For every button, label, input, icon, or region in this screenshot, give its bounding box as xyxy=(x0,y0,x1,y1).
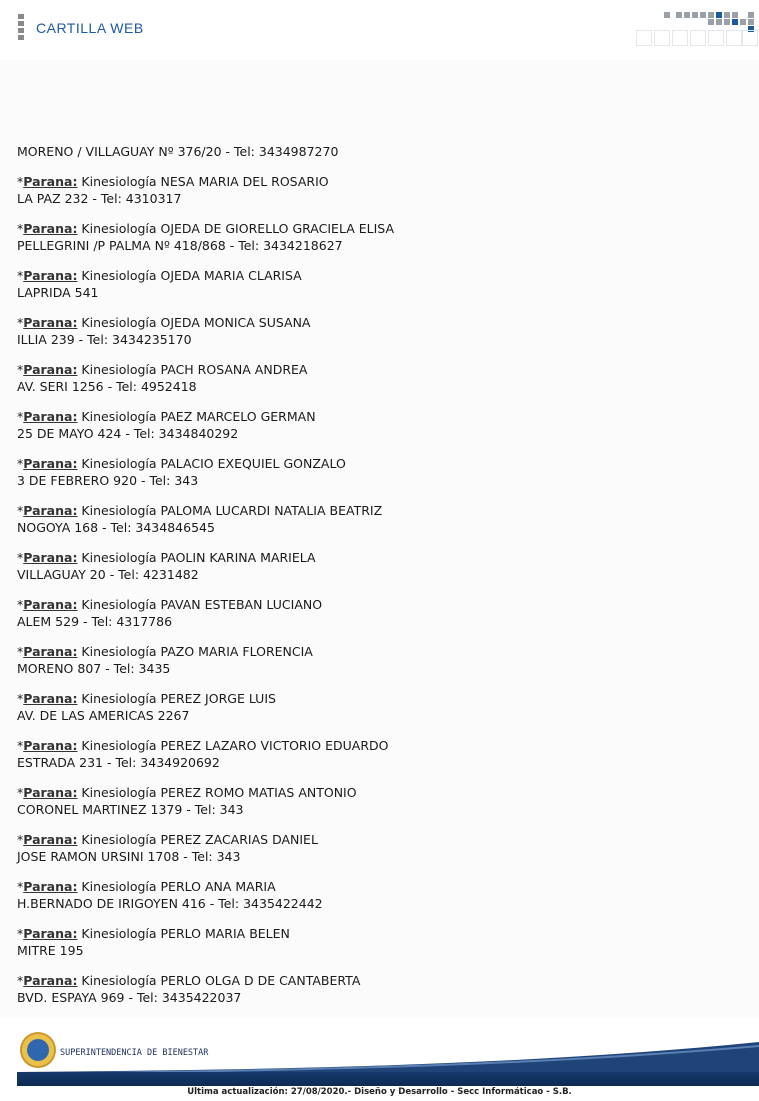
entry-city: Parana: xyxy=(23,409,78,424)
entry-specialty-name: Kinesiología PERLO ANA MARIA xyxy=(77,879,276,894)
entry-title xyxy=(17,220,737,237)
entry-title xyxy=(17,690,737,707)
entry-title xyxy=(17,314,737,331)
entry-address: ALEM 529 - Tel: 4317786 xyxy=(17,614,173,629)
footer-band xyxy=(17,1072,759,1086)
list-item xyxy=(17,878,737,912)
entry-city: Parana: xyxy=(23,315,78,330)
entry-specialty-name: Kinesiología PALOMA LUCARDI NATALIA BEATRIZ xyxy=(77,503,383,518)
entry-title xyxy=(17,502,737,519)
list-item xyxy=(17,502,737,536)
footer-organization: SUPERINTENDENCIA DE BIENESTAR xyxy=(60,1048,209,1058)
entry-address: H.BERNADO DE IRIGOYEN 416 - Tel: 3435422442 xyxy=(17,896,323,911)
list-item xyxy=(17,925,737,959)
entry-title xyxy=(17,643,737,660)
entry-specialty-name: Kinesiología PAZO MARIA FLORENCIA xyxy=(77,644,313,659)
entry-title xyxy=(17,267,737,284)
entry-address: LAPRIDA 541 xyxy=(17,285,99,300)
entry-city: Parana: xyxy=(23,268,78,283)
last-update-text: Ultima actualización: 27/08/2020.- Diseño y Desarrollo - Secc Informáticao - S.B. xyxy=(187,1087,572,1097)
list-item xyxy=(17,690,737,724)
entry-title xyxy=(17,549,737,566)
list-item xyxy=(17,314,737,348)
entry-title xyxy=(17,831,737,848)
entry-title xyxy=(17,455,737,472)
list-item xyxy=(17,643,737,677)
entry-specialty-name: Kinesiología PAOLIN KARINA MARIELA xyxy=(77,550,316,565)
entry-address: AV. DE LAS AMERICAS 2267 xyxy=(17,708,190,723)
entry-specialty-name: Kinesiología PEREZ ROMO MATIAS ANTONIO xyxy=(77,785,357,800)
entry-title xyxy=(17,784,737,801)
entry-title xyxy=(17,408,737,425)
entry-title xyxy=(17,361,737,378)
list-item xyxy=(17,408,737,442)
entry-prefix: * xyxy=(17,785,24,800)
entry-city: Parana: xyxy=(23,174,78,189)
entry-prefix: * xyxy=(17,315,24,330)
entry-specialty-name: Kinesiología PEREZ LAZARO VICTORIO EDUARDO xyxy=(77,738,389,753)
entry-address: AV. SERI 1256 - Tel: 4952418 xyxy=(17,379,197,394)
entry-specialty-name: Kinesiología PERLO OLGA D DE CANTABERTA xyxy=(77,973,361,988)
entry-address: NOGOYA 168 - Tel: 3434846545 xyxy=(17,520,215,535)
list-item xyxy=(17,361,737,395)
entry-address: CORONEL MARTINEZ 1379 - Tel: 343 xyxy=(17,802,244,817)
entry-specialty-name: Kinesiología NESA MARIA DEL ROSARIO xyxy=(77,174,329,189)
entry-city: Parana: xyxy=(23,879,78,894)
entry-prefix: * xyxy=(17,738,24,753)
entry-city: Parana: xyxy=(23,597,78,612)
entry-city: Parana: xyxy=(23,691,78,706)
entry-specialty-name: Kinesiología PACH ROSANA ANDREA xyxy=(77,362,308,377)
list-item xyxy=(17,831,737,865)
entry-prefix: * xyxy=(17,503,24,518)
entry-title xyxy=(17,596,737,613)
list-item xyxy=(17,220,737,254)
entry-title xyxy=(17,173,737,190)
entry-prefix: * xyxy=(17,550,24,565)
entry-address: PELLEGRINI /P PALMA Nº 418/868 - Tel: 3434218627 xyxy=(17,238,343,253)
entry-address: 3 DE FEBRERO 920 - Tel: 343 xyxy=(17,473,199,488)
entry-city: Parana: xyxy=(23,456,78,471)
provider-list xyxy=(17,143,737,1019)
entry-address: JOSE RAMON URSINI 1708 - Tel: 343 xyxy=(17,849,241,864)
entry-prefix: * xyxy=(17,832,24,847)
entry-prefix: * xyxy=(17,456,24,471)
entry-city: Parana: xyxy=(23,832,78,847)
entry-prefix: * xyxy=(17,597,24,612)
continued-entry xyxy=(17,143,737,160)
entry-address: ILLIA 239 - Tel: 3434235170 xyxy=(17,332,192,347)
entry-specialty-name: Kinesiología OJEDA DE GIORELLO GRACIELA ELISA xyxy=(77,221,394,236)
entry-prefix: * xyxy=(17,174,24,189)
entry-prefix: * xyxy=(17,691,24,706)
list-item xyxy=(17,737,737,771)
entry-specialty-name: Kinesiología PAVAN ESTEBAN LUCIANO xyxy=(77,597,323,612)
entry-city: Parana: xyxy=(23,503,78,518)
entry-address: LA PAZ 232 - Tel: 4310317 xyxy=(17,191,182,206)
list-item xyxy=(17,596,737,630)
entry-address: VILLAGUAY 20 - Tel: 4231482 xyxy=(17,567,199,582)
entry-city: Parana: xyxy=(23,362,78,377)
entry-specialty-name: Kinesiología PERLO MARIA BELEN xyxy=(77,926,290,941)
entry-address: MITRE 195 xyxy=(17,943,84,958)
list-item xyxy=(17,549,737,583)
entry-prefix: * xyxy=(17,221,24,236)
entry-title xyxy=(17,925,737,942)
entry-city: Parana: xyxy=(23,926,78,941)
list-item xyxy=(17,784,737,818)
entry-title xyxy=(17,972,737,989)
list-item xyxy=(17,173,737,207)
entry-city: Parana: xyxy=(23,550,78,565)
page-title: CARTILLA WEB xyxy=(36,20,144,36)
entry-specialty-name: Kinesiología OJEDA MONICA SUSANA xyxy=(77,315,311,330)
entry-specialty-name: Kinesiología OJEDA MARIA CLARISA xyxy=(77,268,302,283)
entry-prefix: * xyxy=(17,362,24,377)
list-item xyxy=(17,267,737,301)
entry-city: Parana: xyxy=(23,221,78,236)
entry-prefix: * xyxy=(17,268,24,283)
entry-city: Parana: xyxy=(23,644,78,659)
continued-address: MORENO / VILLAGUAY Nº 376/20 - Tel: 3434987270 xyxy=(17,144,339,159)
entry-city: Parana: xyxy=(23,738,78,753)
entry-address: BVD. ESPAYA 969 - Tel: 3435422037 xyxy=(17,990,242,1005)
entry-address: ESTRADA 231 - Tel: 3434920692 xyxy=(17,755,220,770)
header-bar-icon xyxy=(18,14,24,46)
entry-specialty-name: Kinesiología PEREZ JORGE LUIS xyxy=(77,691,276,706)
entry-prefix: * xyxy=(17,644,24,659)
header-decoration xyxy=(634,12,759,48)
entry-city: Parana: xyxy=(23,973,78,988)
entry-address: MORENO 807 - Tel: 3435 xyxy=(17,661,171,676)
list-item xyxy=(17,972,737,1006)
entry-specialty-name: Kinesiología PALACIO EXEQUIEL GONZALO xyxy=(77,456,346,471)
page-footer xyxy=(0,1018,759,1101)
entry-city: Parana: xyxy=(23,785,78,800)
entry-prefix: * xyxy=(17,926,24,941)
entry-title xyxy=(17,737,737,754)
list-item xyxy=(17,455,737,489)
entry-title xyxy=(17,878,737,895)
entry-specialty-name: Kinesiología PEREZ ZACARIAS DANIEL xyxy=(77,832,318,847)
institution-seal-icon xyxy=(20,1032,56,1068)
entry-specialty-name: Kinesiología PAEZ MARCELO GERMAN xyxy=(77,409,316,424)
page-header xyxy=(0,0,759,60)
entry-prefix: * xyxy=(17,409,24,424)
entry-prefix: * xyxy=(17,973,24,988)
entry-prefix: * xyxy=(17,879,24,894)
entry-address: 25 DE MAYO 424 - Tel: 3434840292 xyxy=(17,426,239,441)
